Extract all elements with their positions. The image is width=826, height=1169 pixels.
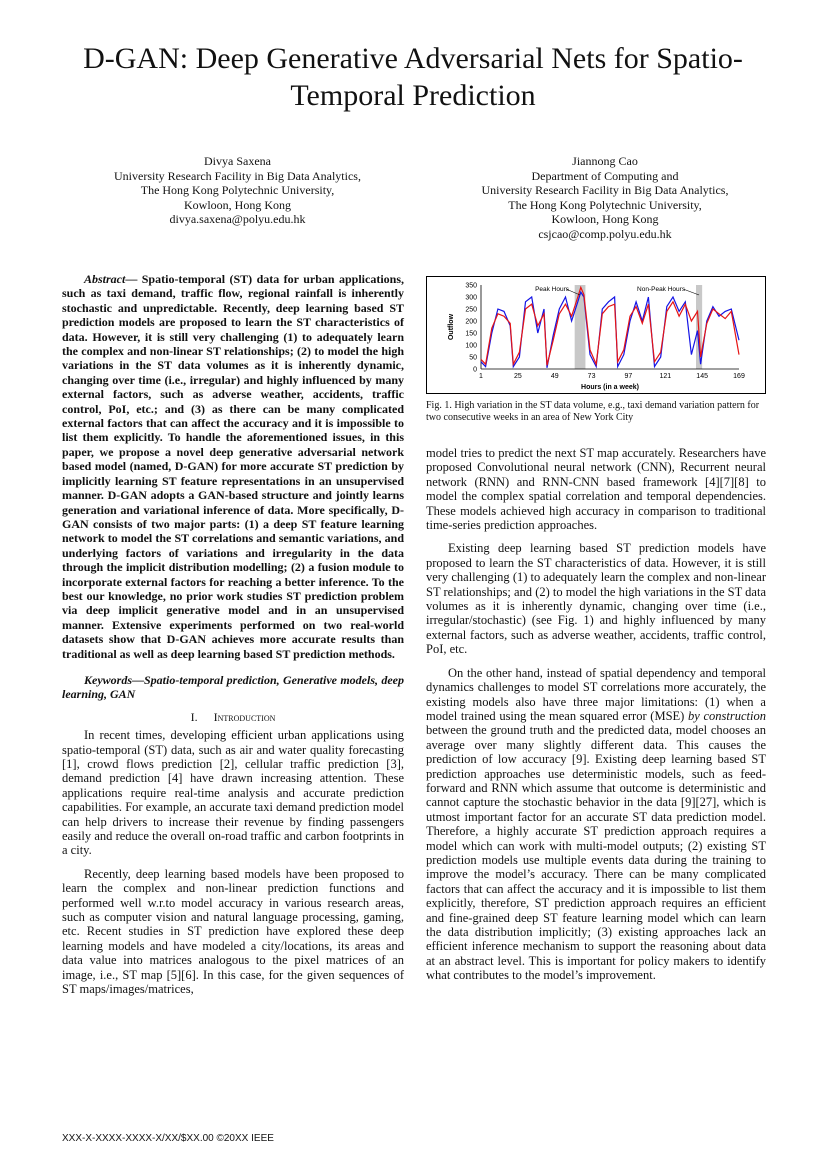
paragraph: model tries to predict the next ST map accurately. Researchers have proposed Convolutional neural network (CNN), Recurrent neural network (RNN) and RNN-CNN based framework [4][7][8] to model the complex spatial correlation and temporal dependencies. These models achieved high accuracy in comparison to traditional time-series prediction approaches. [426, 446, 766, 533]
y-tick-label: 150 [465, 330, 477, 338]
x-tick-label: 49 [550, 373, 559, 380]
x-tick-label: 25 [513, 373, 522, 380]
figure-1 [426, 276, 766, 394]
y-tick-label: 300 [465, 294, 477, 302]
x-tick-label: 1 [479, 373, 483, 380]
author-affiliation-line: The Hong Kong Polytechnic University, [508, 197, 702, 212]
author-affiliation-line: University Research Facility in Big Data Analytics, [481, 183, 729, 198]
figure-caption: Fig. 1. High variation in the ST data volume, e.g., taxi demand variation pattern for two consecutive weeks in an area of New York City [426, 400, 760, 423]
y-tick-label: 0 [473, 366, 477, 374]
y-tick-label: 50 [469, 354, 477, 362]
x-tick-label: 169 [733, 373, 745, 380]
author-email: csjcao@comp.polyu.edu.hk [538, 226, 672, 241]
author-name: Divya Saxena [204, 154, 271, 168]
paragraph-text: On the other hand, instead of spatial dependency and temporal dynamics challenges to model ST correlations more accurately, the existing models also have three major limitations: (1) when a model trained using the mean squared error (MSE) [426, 665, 766, 723]
x-tick-label: 73 [587, 373, 596, 380]
y-tick-label: 100 [465, 342, 477, 350]
keywords: Keywords—Spatio-temporal prediction, Generative models, deep learning, GAN [62, 672, 404, 702]
author-email: divya.saxena@polyu.edu.hk [169, 212, 306, 227]
left-column [62, 272, 404, 1006]
paragraph: Existing deep learning based ST prediction models have proposed to learn the ST characteristics of data. However, it is still very challenging (1) to adequately learn the complex and non-linear ST relationships; and (2) to model the high variations in the ST data volumes as it is inherently dynamic, changing over time (i.e., irregular/stochastic) (see Fig. 1) and highly influenced by many external factors, such as adverse weather, accidents, traffic control, PoI, etc. [426, 541, 766, 657]
author-name: Jiannong Cao [572, 154, 638, 168]
x-tick-label: 97 [624, 373, 633, 380]
author-affiliation-line: Kowloon, Hong Kong [184, 197, 291, 212]
x-axis-label: Hours (in a week) [581, 384, 639, 391]
abstract-text: — Spatio-temporal (ST) data for urban applications, such as taxi demand, traffic flow, regional rainfall is inherently stochastic and unpredictable. Recently, deep learning based ST prediction models are proposed to learn the ST characteristics of data. However, it is still very challenging (1) to adequately learn the complex and non-linear ST relationships; (2) to model the high variations in the ST data volumes as it is inherently dynamic, changing over time (i.e., irregular) and highly influenced by many external factors, such as adverse weather, accidents, traffic control, PoI, etc.; and (3) as there can be many complicated external factors that can affect the accuracy and it is impossible to list them explicitly. To handle the aforementioned issues, in this paper, we propose a novel deep generative adversarial network based model (named, D-GAN) for more accurate ST prediction by implicitly learning ST feature representations in an unsupervised manner. D-GAN adopts a GAN-based structure and jointly learns generation and variational inference of data. More specifically, D-GAN consists of two major parts: (1) a deep ST feature learning network to model the ST correlations and semantic variations, and underlying factors of variations and irregularity in the data through the implicit distribution modelling; (2) a fusion module to incorporate external factors for reaching a better inference. To the best our knowledge, no prior work studies ST prediction problem via deep implicit generative model and in an unsupervised manner. Extensive experiments performed on two real-world datasets show that D-GAN achieves more accurate results than traditional as well as deep learning based ST prediction methods. [62, 272, 404, 661]
x-tick-label: 145 [696, 373, 708, 380]
author-block-1 [95, 154, 380, 227]
author-affiliation-line: The Hong Kong Polytechnic University, [140, 183, 335, 198]
y-tick-label: 350 [465, 282, 477, 290]
y-axis-label: Outflow [448, 313, 455, 341]
abstract [62, 272, 404, 661]
right-column [426, 446, 766, 992]
author-affiliation-line: Department of Computing and [531, 168, 679, 183]
author-affiliation-line: Kowloon, Hong Kong [551, 212, 659, 227]
outflow-line-chart [427, 277, 765, 393]
emphasis-text: by construction [688, 708, 767, 723]
x-tick-label: 121 [659, 373, 672, 380]
section-heading [62, 710, 404, 724]
paragraph: Recently, deep learning based models have been proposed to learn the complex and non-linear prediction functions and performed well w.r.to model accuracy in various research areas, such as computer vision and natural language processing, gaming, etc. Recent studies in ST prediction have explored these deep learning models and have modeled a city/locations, its areas and data value into matrices analogous to the pixel matrices of an image, i.e., ST map [5][6]. In this case, for the given sequences of ST maps/images/matrices, [62, 866, 404, 997]
author-affiliation-line: University Research Facility in Big Data Analytics, [114, 168, 361, 183]
annotation-label: Non-Peak Hours [637, 286, 686, 293]
section-number: I. [190, 709, 198, 724]
author-block-2 [455, 154, 755, 242]
paragraph-text: between the ground truth and the predicted data, model chooses an average over many slightly different data. This causes the prediction of low accuracy [9]. Existing deep learning based ST prediction approaches use deterministic models, such as feed-forward and RNN which assume that outcome is deterministic and cannot capture the stochastic behavior in the data [9][27], which is utmost important factor for an accurate ST data prediction model. Therefore, a highly accurate ST prediction approach requires a model which can work with multi-model outputs; (2) existing ST prediction models use multiple events data during the training to improve the model’s accuracy. There can be many complicated factors that can affect the accuracy and it is impossible to list them explicitly, therefore, ST prediction approach requires an efficient and fine-grained deep ST feature learning model which can learn the data distribution implicitly; (3) existing approaches lack an efficient inference mechanism to support the reasoning about data at an abstract level. This is important for policy makers to identify what contributes to the model’s improvement. [426, 723, 766, 983]
y-tick-label: 200 [465, 318, 477, 326]
paper-title: D-GAN: Deep Generative Adversarial Nets for Spatio-Temporal Prediction [83, 42, 743, 112]
copyright-footer: XXX-X-XXXX-XXXX-X/XX/$XX.00 ©20XX IEEE [62, 1133, 274, 1144]
annotation-label: Peak Hours [535, 286, 570, 293]
paragraph: In recent times, developing efficient urban applications using spatio-temporal (ST) data, such as air and water quality forecasting [1], crowd flows prediction [2], cellular traffic prediction [3], demand prediction [4] have drawn increasing attention. These applications require real-time analysis and accurate prediction capabilities. For example, an accurate taxi demand prediction model can help drivers to increase their revenue by finding passengers easily and reduce the overall on-road traffic and carbon footprints in a city. [62, 728, 404, 858]
paragraph [426, 666, 766, 983]
section-title: Introduction [213, 709, 276, 724]
abstract-label: Abstract [84, 272, 126, 286]
y-tick-label: 250 [465, 306, 477, 314]
